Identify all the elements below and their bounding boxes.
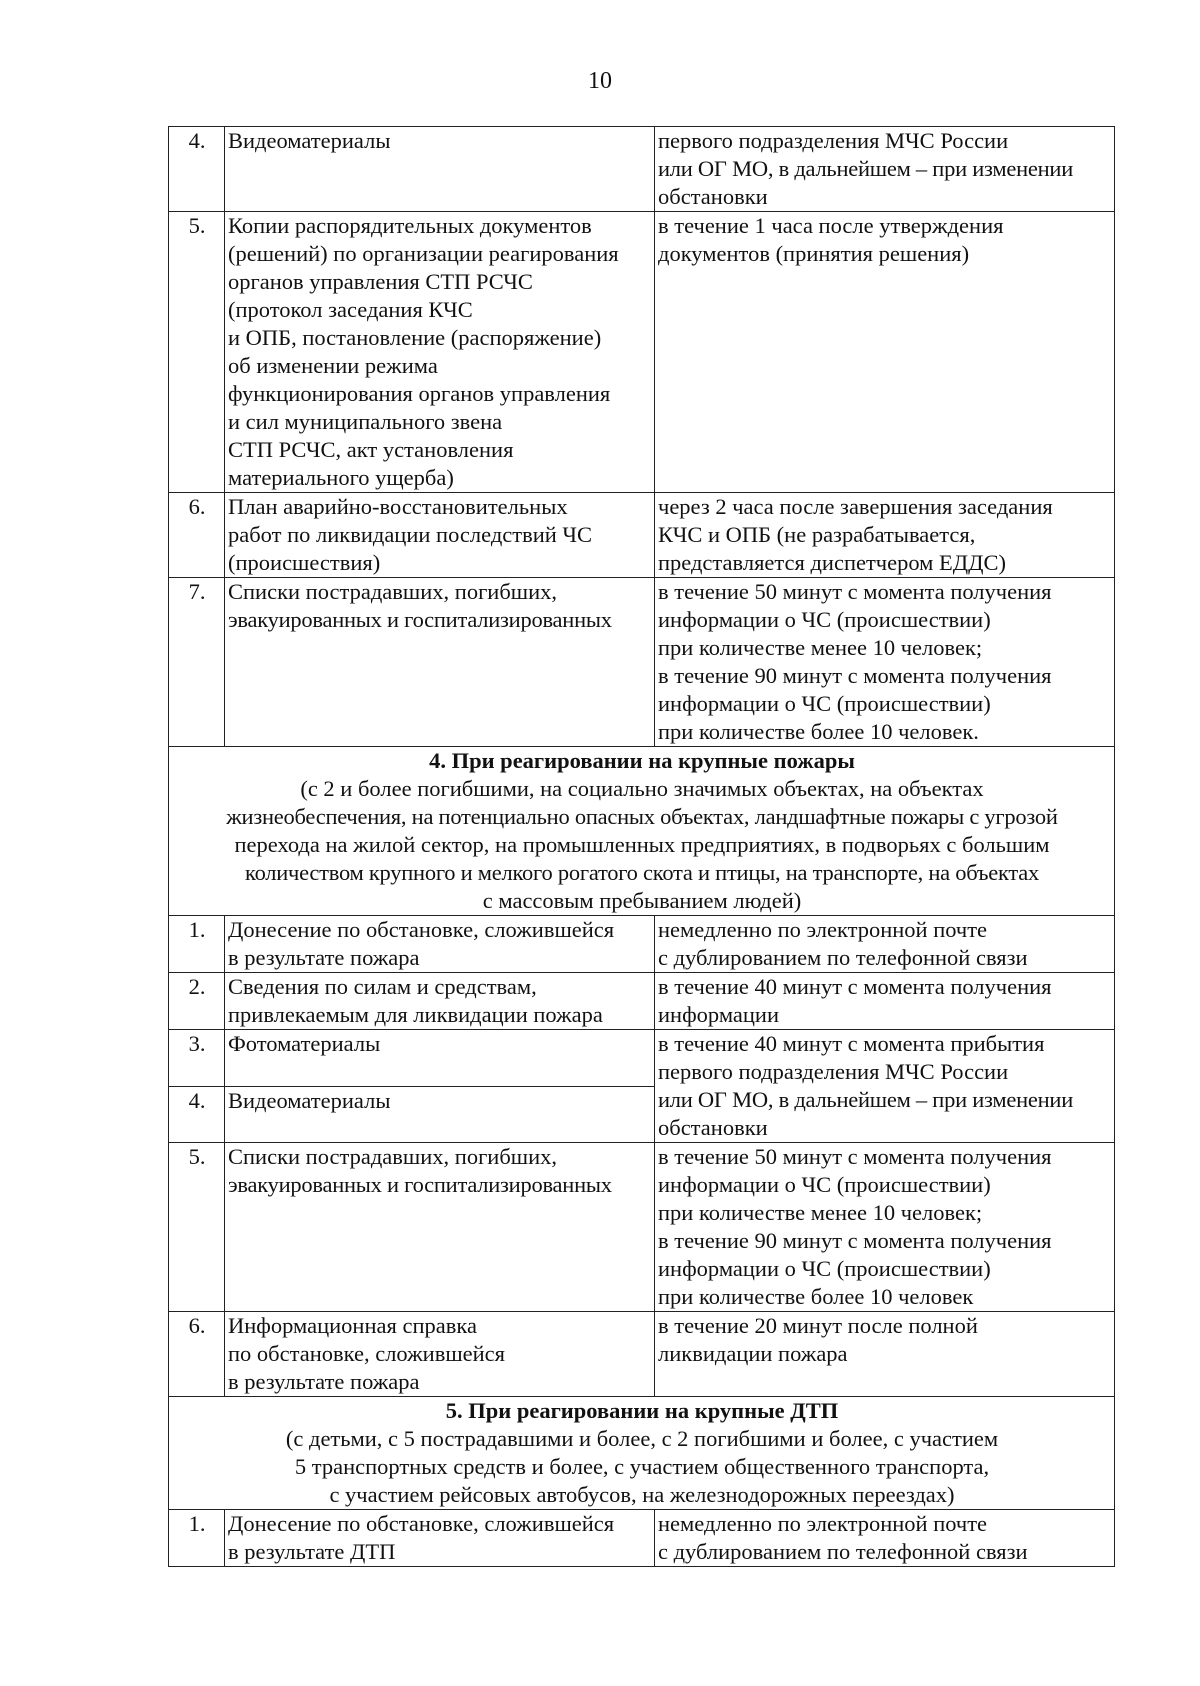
deadline-text: информации о ЧС (происшествии) (658, 607, 991, 632)
deadline-text: в течение 50 минут с момента получения (658, 579, 1052, 604)
item-text: Списки пострадавших, погибших, (228, 579, 558, 604)
deadline-text: в течение 20 минут после полной (658, 1313, 978, 1338)
item-text: Донесение по обстановке, сложившейся (228, 917, 615, 942)
reporting-table (168, 126, 1115, 1567)
deadline-text: или ОГ МО, в дальнейшем – при изменении (658, 1087, 1074, 1112)
item-text: и сил муниципального звена (228, 409, 503, 434)
deadline-text: при количестве более 10 человек (658, 1284, 974, 1309)
table-row (169, 127, 1115, 212)
section-subtitle: (с детьми, с 5 пострадавшими и более, с 2 погибшими и более, с участием (285, 1426, 999, 1451)
table-row (169, 1312, 1115, 1397)
item-cell (225, 1030, 655, 1087)
section-subtitle: перехода на жилой сектор, на промышленных предприятиях, в подворьях с большим (234, 832, 1050, 857)
item-text: материального ущерба) (228, 465, 454, 490)
deadline-text: первого подразделения МЧС России (658, 128, 1009, 153)
section-header-row (169, 747, 1115, 916)
section-header (169, 747, 1115, 916)
item-text: Информационная справка (228, 1313, 477, 1338)
deadline-cell (655, 1143, 1115, 1312)
section-subtitle: (с 2 и более погибшими, на социально значимых объектах, на объектах (300, 776, 984, 801)
row-number: 5. (169, 1143, 225, 1312)
row-number: 4. (169, 1086, 225, 1143)
deadline-cell (655, 127, 1115, 212)
deadline-cell (655, 212, 1115, 493)
item-text: Видеоматериалы (228, 128, 391, 153)
deadline-text: информации о ЧС (происшествии) (658, 1256, 991, 1281)
table-row (169, 973, 1115, 1030)
section-header (169, 1397, 1115, 1510)
row-number: 1. (169, 1510, 225, 1567)
section-title: 5. При реагировании на крупные ДТП (445, 1398, 839, 1423)
item-text: Списки пострадавших, погибших, (228, 1144, 558, 1169)
deadline-text: немедленно по электронной почте (658, 917, 988, 942)
item-cell (225, 1510, 655, 1567)
row-number: 2. (169, 973, 225, 1030)
item-cell (225, 1086, 655, 1143)
item-text: (протокол заседания КЧС (228, 297, 473, 322)
item-text: эвакуированных и госпитализированных (228, 1172, 612, 1197)
item-text: об изменении режима (228, 353, 438, 378)
table-row (169, 212, 1115, 493)
deadline-text: первого подразделения МЧС России (658, 1059, 1009, 1084)
deadline-text: в течение 40 минут с момента прибытия (658, 1031, 1045, 1056)
deadline-text: при количестве менее 10 человек; (658, 1200, 983, 1225)
table-row (169, 1030, 1115, 1087)
item-text: работ по ликвидации последствий ЧС (228, 522, 593, 547)
item-text: функционирования органов управления (228, 381, 611, 406)
deadline-text: или ОГ МО, в дальнейшем – при изменении (658, 156, 1074, 181)
deadline-text: в течение 50 минут с момента получения (658, 1144, 1052, 1169)
deadline-text: в течение 1 часа после утверждения (658, 213, 1004, 238)
section-title: 4. При реагировании на крупные пожары (429, 748, 855, 773)
item-cell (225, 916, 655, 973)
deadline-cell (655, 916, 1115, 973)
deadline-text: обстановки (658, 184, 768, 209)
deadline-text: в течение 90 минут с момента получения (658, 1228, 1052, 1253)
item-cell (225, 493, 655, 578)
item-cell (225, 127, 655, 212)
row-number: 6. (169, 1312, 225, 1397)
deadline-cell (655, 1510, 1115, 1567)
item-text: (происшествия) (228, 550, 381, 575)
item-text: Донесение по обстановке, сложившейся (228, 1511, 615, 1536)
item-cell (225, 212, 655, 493)
item-text: План аварийно-восстановительных (228, 494, 568, 519)
deadline-text: через 2 часа после завершения заседания (658, 494, 1053, 519)
item-text: эвакуированных и госпитализированных (228, 607, 612, 632)
section-subtitle: количеством крупного и мелкого рогатого скота и птицы, на транспорте, на объектах (245, 860, 1039, 885)
table-row (169, 578, 1115, 747)
item-cell (225, 973, 655, 1030)
deadline-text: обстановки (658, 1115, 768, 1140)
deadline-text: в течение 90 минут с момента получения (658, 663, 1052, 688)
row-number: 1. (169, 916, 225, 973)
page-number: 10 (588, 68, 612, 94)
deadline-cell (655, 578, 1115, 747)
deadline-text: ликвидации пожара (658, 1341, 848, 1366)
item-text: Фотоматериалы (228, 1031, 381, 1056)
row-number: 5. (169, 212, 225, 493)
deadline-text: с дублированием по телефонной связи (658, 1539, 1028, 1564)
row-number: 6. (169, 493, 225, 578)
deadline-cell (655, 1312, 1115, 1397)
item-text: (решений) по организации реагирования (228, 241, 619, 266)
row-number: 7. (169, 578, 225, 747)
section-subtitle: с массовым пребыванием людей) (482, 888, 802, 913)
deadline-text: при количестве менее 10 человек; (658, 635, 983, 660)
item-text: в результате пожара (228, 945, 420, 970)
table-row (169, 493, 1115, 578)
row-number: 4. (169, 127, 225, 212)
table-row (169, 1510, 1115, 1567)
deadline-text: документов (принятия решения) (658, 241, 970, 266)
item-text: Сведения по силам и средствам, (228, 974, 537, 999)
item-text: и ОПБ, постановление (распоряжение) (228, 325, 602, 350)
deadline-text: при количестве более 10 человек. (658, 719, 979, 744)
deadline-cell (655, 973, 1115, 1030)
deadline-text: информации о ЧС (происшествии) (658, 1172, 991, 1197)
item-text: привлекаемым для ликвидации пожара (228, 1002, 603, 1027)
section-subtitle: с участием рейсовых автобусов, на железнодорожных переездах) (329, 1482, 955, 1507)
item-cell (225, 578, 655, 747)
deadline-text: представляется диспетчером ЕДДС) (658, 550, 1006, 575)
deadline-cell (655, 493, 1115, 578)
item-text: СТП РСЧС, акт установления (228, 437, 514, 462)
table-row (169, 916, 1115, 973)
deadline-cell (655, 1030, 1115, 1143)
item-text: органов управления СТП РСЧС (228, 269, 533, 294)
item-text: в результате ДТП (228, 1539, 396, 1564)
item-text: в результате пожара (228, 1369, 420, 1394)
item-text: Копии распорядительных документов (228, 213, 592, 238)
section-subtitle: жизнеобеспечения, на потенциально опасных объектах, ландшафтные пожары с угрозой (226, 804, 1058, 829)
deadline-text: информации (658, 1002, 780, 1027)
row-number: 3. (169, 1030, 225, 1087)
item-text: по обстановке, сложившейся (228, 1341, 506, 1366)
item-text: Видеоматериалы (228, 1087, 391, 1113)
item-cell (225, 1312, 655, 1397)
table-row (169, 1143, 1115, 1312)
section-subtitle: 5 транспортных средств и более, с участием общественного транспорта, (294, 1454, 990, 1479)
deadline-text: с дублированием по телефонной связи (658, 945, 1028, 970)
deadline-text: информации о ЧС (происшествии) (658, 691, 991, 716)
deadline-text: в течение 40 минут с момента получения (658, 974, 1052, 999)
deadline-text: немедленно по электронной почте (658, 1511, 988, 1536)
item-cell (225, 1143, 655, 1312)
deadline-text: КЧС и ОПБ (не разрабатывается, (658, 522, 976, 547)
section-header-row (169, 1397, 1115, 1510)
